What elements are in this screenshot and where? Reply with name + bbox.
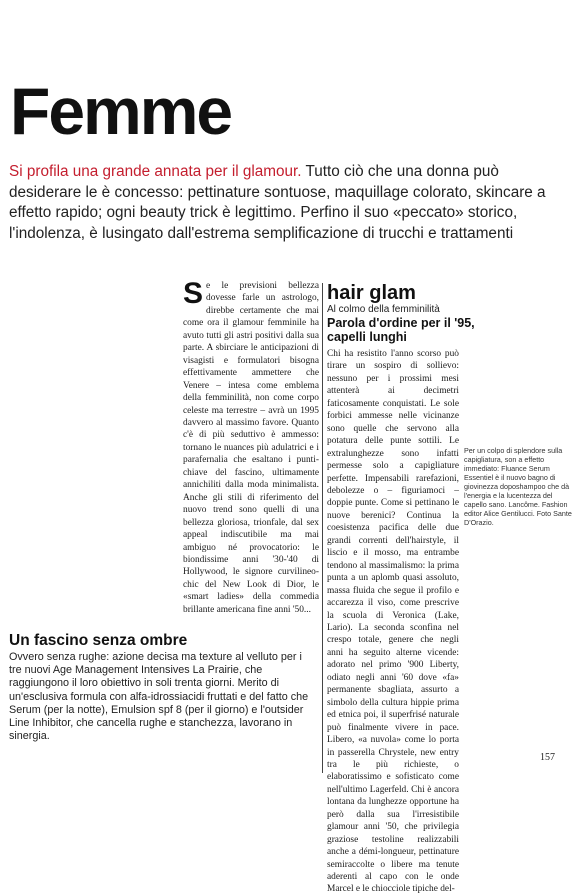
- section-kicker: Al colmo della femminilità: [327, 304, 440, 315]
- intro-highlight: Si profila una grande annata per il glamour.: [9, 163, 302, 180]
- section-title-hair-glam: hair glam: [327, 282, 416, 304]
- intro-text: Tutto ciò che una donna può desiderare le è concesso: pettinature sontuose, maquillage colorato, skincare a effetto rapido; ogni beauty trick è legittimo. Perfino il suo «peccato» storico, l'indolenza, è lusingato dall'estrema semplificazione di trucchi e trattamenti: [9, 163, 546, 242]
- section-subtitle: Parola d'ordine per il '95, capelli lunghi: [327, 316, 475, 344]
- page-title: Femme: [10, 74, 232, 148]
- article-column-1: [183, 277, 319, 616]
- article-column-2: Chi ha resistito l'anno scorso può tirare un sospiro di sollievo: nessuno per i prossimi mesi attenterà ai decimetri faticosamente conquistati. Le sole forbici ammesse nelle vicinanze sono quelle che servono alla potatura delle punte sottili. Le extralunghezze sono infatti permesse solo a capigliature perfette. Impensabili rarefazioni, debolezze o – figuriamoci – doppie punte. Come si pettinano le nuove berenici? Continua la coesistenza pacifica delle due grandi correnti dell'hairstyle, il liscio e il mosso, ma entrambe tendono al massimalismo: la prima punta a un aplomb quasi assoluto, massa fluida che segue il profilo e accarezza il viso, come prescrive la scuola di Veronica (Lake, Lario). La seconda sconfina nel crespo totale, genere che negli anni ha seguito alterne vicende: adorato nel primo '900 Liberty, odiato negli anni '60 dove «fa» permanente sbagliata, assurto a simbolo della cultura hippie prima ed etnica poi, il superfrisé naturale può finalmente vivere in pace. Libero, «a nuvola» come lo porta in passerella Chrystele, new entry tra le più richieste, o elaboratissimo e sofisticato come nell'ultimo Lagerfeld. Chi è ancora lontana da lunghezze opportune ha però dalla sua l'irresistibile glamour anni '50, che privilegia graziose testoline realizzabili anche a démi-longueur, pettinature semiraccolte o libere ma tenute aderenti al capo con le onde Marcel e le chiocciole tipiche del-: [327, 349, 459, 895]
- sidebar-body: Ovvero senza rughe: azione decisa ma texture al velluto per i tre nuovi Age Management Intensives La Prairie, che raggiungono il loro obiettivo in soli trenta giorni. Merito di un'esclusiva formula con alfa-idrossiacidi fruttati e del fatto che Serum (per la notte), Emulsion spf 8 (per il giorno) e l'outsider Line Inhibitor, che cancella rughe e stanchezza, lavorano in sinergia.: [9, 651, 309, 743]
- sidebar-title: Un fascino senza ombre: [9, 632, 188, 649]
- intro-deck: [9, 162, 569, 244]
- photo-caption: Per un colpo di splendore sulla capigliatura, son a effetto immediato: Fluance Serum Essentiel è il nuovo bagno di giovinezza doposhampoo che dà l'energia e la lucentezza del capello sano. Lancôme. Fashion editor Alice Gentilucci. Foto Sante D'Orazio.: [464, 446, 572, 527]
- page-number: 157: [540, 752, 555, 763]
- article-body-1: e le previsioni bellezza dovesse farle un astrologo, direbbe certamente che mai come ora il glamour femminile ha avuto tutti gli astri positivi dalla sua parte. A sbirciare le anticipazioni di visagisti e formulatori bisogna effettivamente ammettere che Venere – intesa come emblema della femminilità, non come corpo celeste ma terrestre – avrà un 1995 davvero al massimo favore. Quanto c'è di più seduttivo è ammesso: tornano le nuances più adulatrici e i parafernalia che esaltano i punti-chiave del fascino, ultimamente annichiliti dalla moda minimalista. Anche gli stili di riferimento del nuovo trend sono quelli di una bellezza gloriosa, trionfale, dal sex appeal indiscutibile ma mai ambiguo né provocatorio: le biondissime anni '30-'40 di Hollywood, le signore curvilineo-chic del New Look di Dior, le «smart ladies» della commedia brillante americana fine anni '50...: [183, 281, 319, 615]
- drop-cap: S: [183, 277, 204, 310]
- column-divider: [322, 283, 323, 773]
